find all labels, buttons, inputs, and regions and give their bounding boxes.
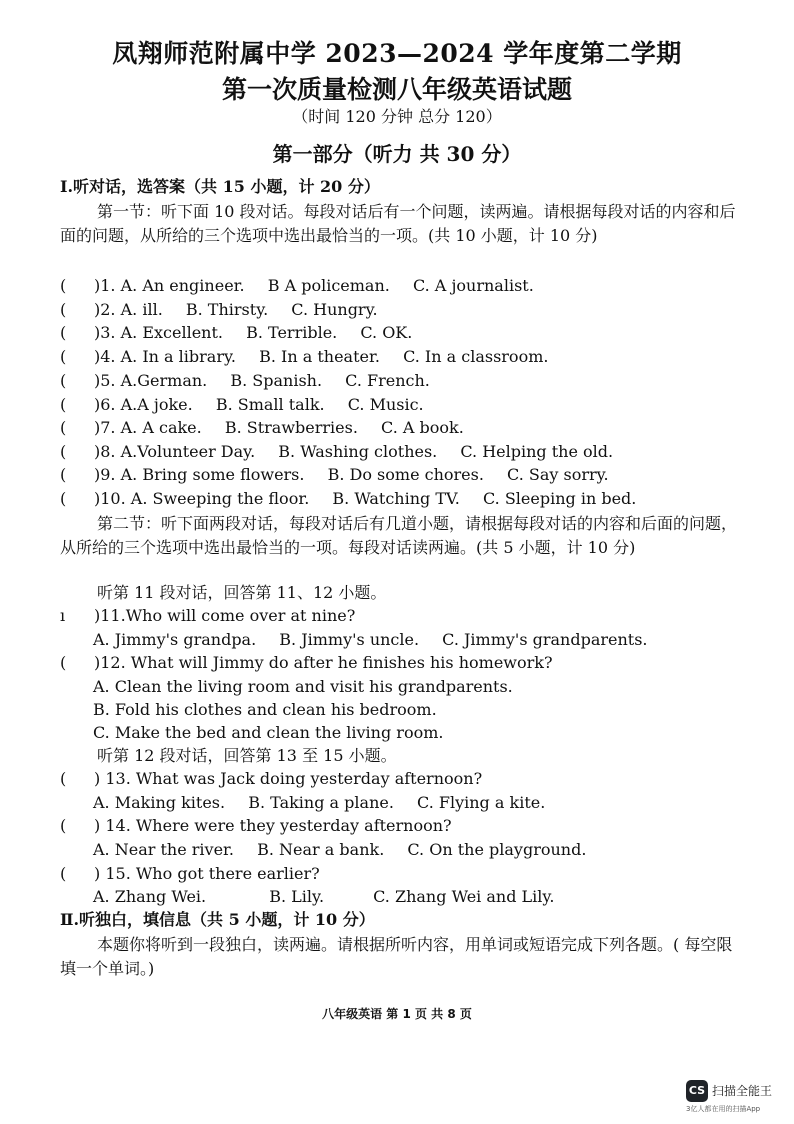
question-12-option-b: B. Fold his clothes and clean his bedroom. — [93, 700, 437, 719]
answer-paren: ı — [60, 606, 66, 625]
option-a: A. Jimmy's grandpa. — [93, 630, 257, 649]
option-b: B. Washing clothes. — [278, 442, 438, 461]
option-a: A. Excellent. — [120, 323, 223, 342]
question-4: ( )4. A. In a library. B. In a theater. C. In a classroom. — [60, 347, 549, 366]
option-b: B. Thirsty. — [185, 300, 269, 319]
option-a: A. Near the river. — [93, 840, 235, 859]
answer-paren: ( — [60, 323, 67, 342]
question-10: ( )10. A. Sweeping the floor. B. Watching TV. C. Sleeping in bed. — [60, 489, 637, 508]
page-footer: 八年级英语 第 1 页 共 8 页 — [322, 1007, 472, 1021]
answer-paren: ( — [60, 465, 67, 484]
part-one-title: 第一部分（听力 共 30 分） — [272, 142, 522, 166]
option-b: B. Jimmy's uncle. — [279, 630, 420, 649]
dialog-12-instruction: 听第 12 段对话，回答第 13 至 15 小题。 — [97, 746, 397, 765]
section1-title: Ⅰ.听对话，选答案（共 15 小题，计 20 分） — [60, 177, 380, 196]
question-8: ( )8. A.Volunteer Day. B. Washing clothes. C. Helping the old. — [60, 442, 614, 461]
answer-paren: ( — [60, 347, 67, 366]
question-2: ( )2. A. ill. B. Thirsty. C. Hungry. — [60, 300, 378, 319]
option-c: C. French. — [345, 371, 430, 390]
question-14-options — [93, 840, 604, 860]
scanner-app-tagline: 3亿人都在用的扫描App — [686, 1105, 761, 1113]
question-6: ( )6. A.A joke. B. Small talk. C. Music. — [60, 395, 424, 414]
question-11: ı )11.Who will come over at nine? — [60, 606, 356, 625]
option-c: C. Flying a kite. — [417, 793, 546, 812]
question-13: ( ) 13. What was Jack doing yesterday afternoon? — [60, 769, 483, 788]
question-5: ( )5. A.German. B. Spanish. C. French. — [60, 371, 430, 390]
option-c: C. Sleeping in bed. — [482, 489, 637, 508]
school-title: 凤翔师范附属中学 2023—2024 学年度第二学期 — [112, 39, 682, 68]
option-a: A. Bring some flowers. — [120, 465, 305, 484]
option-c: C. On the playground. — [407, 840, 587, 859]
question-12-option-c: C. Make the bed and clean the living room. — [93, 723, 444, 742]
question-14: ( ) 14. Where were they yesterday afternoon? — [60, 816, 452, 835]
option-a: A. Sweeping the floor. — [130, 489, 310, 508]
scanner-watermark — [686, 1080, 786, 1116]
question-12-option-a: A. Clean the living room and visit his grandparents. — [93, 677, 513, 696]
question-15-options — [93, 887, 572, 907]
question-12: ( )12. What will Jimmy do after he finishes his homework? — [60, 653, 553, 672]
option-a: A. In a library. — [120, 347, 236, 366]
answer-paren: ( — [60, 371, 67, 390]
answer-paren: ( — [60, 442, 67, 461]
question-11-options — [93, 630, 666, 650]
option-b: B. Terrible. — [246, 323, 338, 342]
option-c: C. Jimmy's grandparents. — [442, 630, 648, 649]
question-1: ( )1. A. An engineer. B A policeman. C. A journalist. — [60, 276, 534, 295]
answer-paren: ( — [60, 300, 67, 319]
option-b: B. Taking a plane. — [248, 793, 394, 812]
option-a: A. Zhang Wei. — [93, 887, 207, 906]
camscanner-logo-icon: CS — [686, 1080, 708, 1102]
option-b: B. Near a bank. — [257, 840, 385, 859]
option-a: A.German. — [120, 371, 208, 390]
option-b: B. In a theater. — [259, 347, 380, 366]
question-9: ( )9. A. Bring some flowers. B. Do some chores. C. Say sorry. — [60, 465, 609, 484]
option-a: A.A joke. — [120, 395, 193, 414]
section1-instruction-1: 第一节：听下面 10 段对话。每段对话后有一个问题，读两遍。请根据每段对话的内容和后面的问题，从所给的三个选项中选出最恰当的一项。(共 10 小题，计 10 分) — [60, 202, 736, 245]
option-c: C. Helping the old. — [460, 442, 614, 461]
answer-paren: ( — [60, 864, 67, 883]
section2-title: Ⅱ.听独白，填信息（共 5 小题，计 10 分） — [60, 910, 375, 929]
exam-title: 第一次质量检测八年级英语试题 — [221, 75, 572, 104]
option-b: B A policeman. — [267, 276, 390, 295]
exam-time-score: （时间 120 分钟 总分 120） — [292, 107, 502, 126]
answer-paren: ( — [60, 489, 67, 508]
answer-paren: ( — [60, 816, 67, 835]
question-13-options — [93, 793, 563, 813]
question-3: ( )3. A. Excellent. B. Terrible. C. OK. — [60, 323, 413, 342]
question-7: ( )7. A. A cake. B. Strawberries. C. A book. — [60, 418, 464, 437]
section1-instruction-2: 第二节：听下面两段对话，每段对话后有几道小题，请根据每段对话的内容和后面的问题，从所给的三个选项中选出最恰当的一项。每段对话读两遍。(共 5 小题，计 10 分) — [60, 514, 738, 557]
option-a: A. An engineer. — [120, 276, 245, 295]
option-c: C. Zhang Wei and Lily. — [373, 887, 555, 906]
option-c: C. Hungry. — [291, 300, 378, 319]
answer-paren: ( — [60, 395, 67, 414]
answer-paren: ( — [60, 769, 67, 788]
question-15: ( ) 15. Who got there earlier? — [60, 864, 320, 883]
answer-paren: ( — [60, 276, 67, 295]
option-b: B. Spanish. — [230, 371, 323, 390]
dialog-11-instruction: 听第 11 段对话，回答第 11、12 小题。 — [97, 583, 387, 602]
option-c: C. Music. — [347, 395, 424, 414]
option-b: B. Do some chores. — [327, 465, 484, 484]
answer-paren: ( — [60, 653, 67, 672]
option-a: A. Making kites. — [93, 793, 226, 812]
option-b: B. Lily. — [269, 887, 325, 906]
option-c: C. A journalist. — [412, 276, 534, 295]
option-a: A.Volunteer Day. — [120, 442, 256, 461]
scanner-app-name: 扫描全能王 — [712, 1084, 773, 1098]
option-c: C. Say sorry. — [507, 465, 609, 484]
option-b: B. Watching TV. — [332, 489, 460, 508]
option-b: B. Strawberries. — [224, 418, 358, 437]
option-b: B. Small talk. — [215, 395, 325, 414]
option-a: A. A cake. — [120, 418, 202, 437]
option-c: C. In a classroom. — [403, 347, 549, 366]
option-c: C. A book. — [381, 418, 464, 437]
answer-paren: ( — [60, 418, 67, 437]
option-c: C. OK. — [360, 323, 413, 342]
section2-instruction: 本题你将听到一段独白，读两遍。请根据所听内容，用单词或短语完成下列各题。( 每空限填一个单词。) — [60, 935, 733, 978]
option-a: A. ill. — [120, 300, 163, 319]
